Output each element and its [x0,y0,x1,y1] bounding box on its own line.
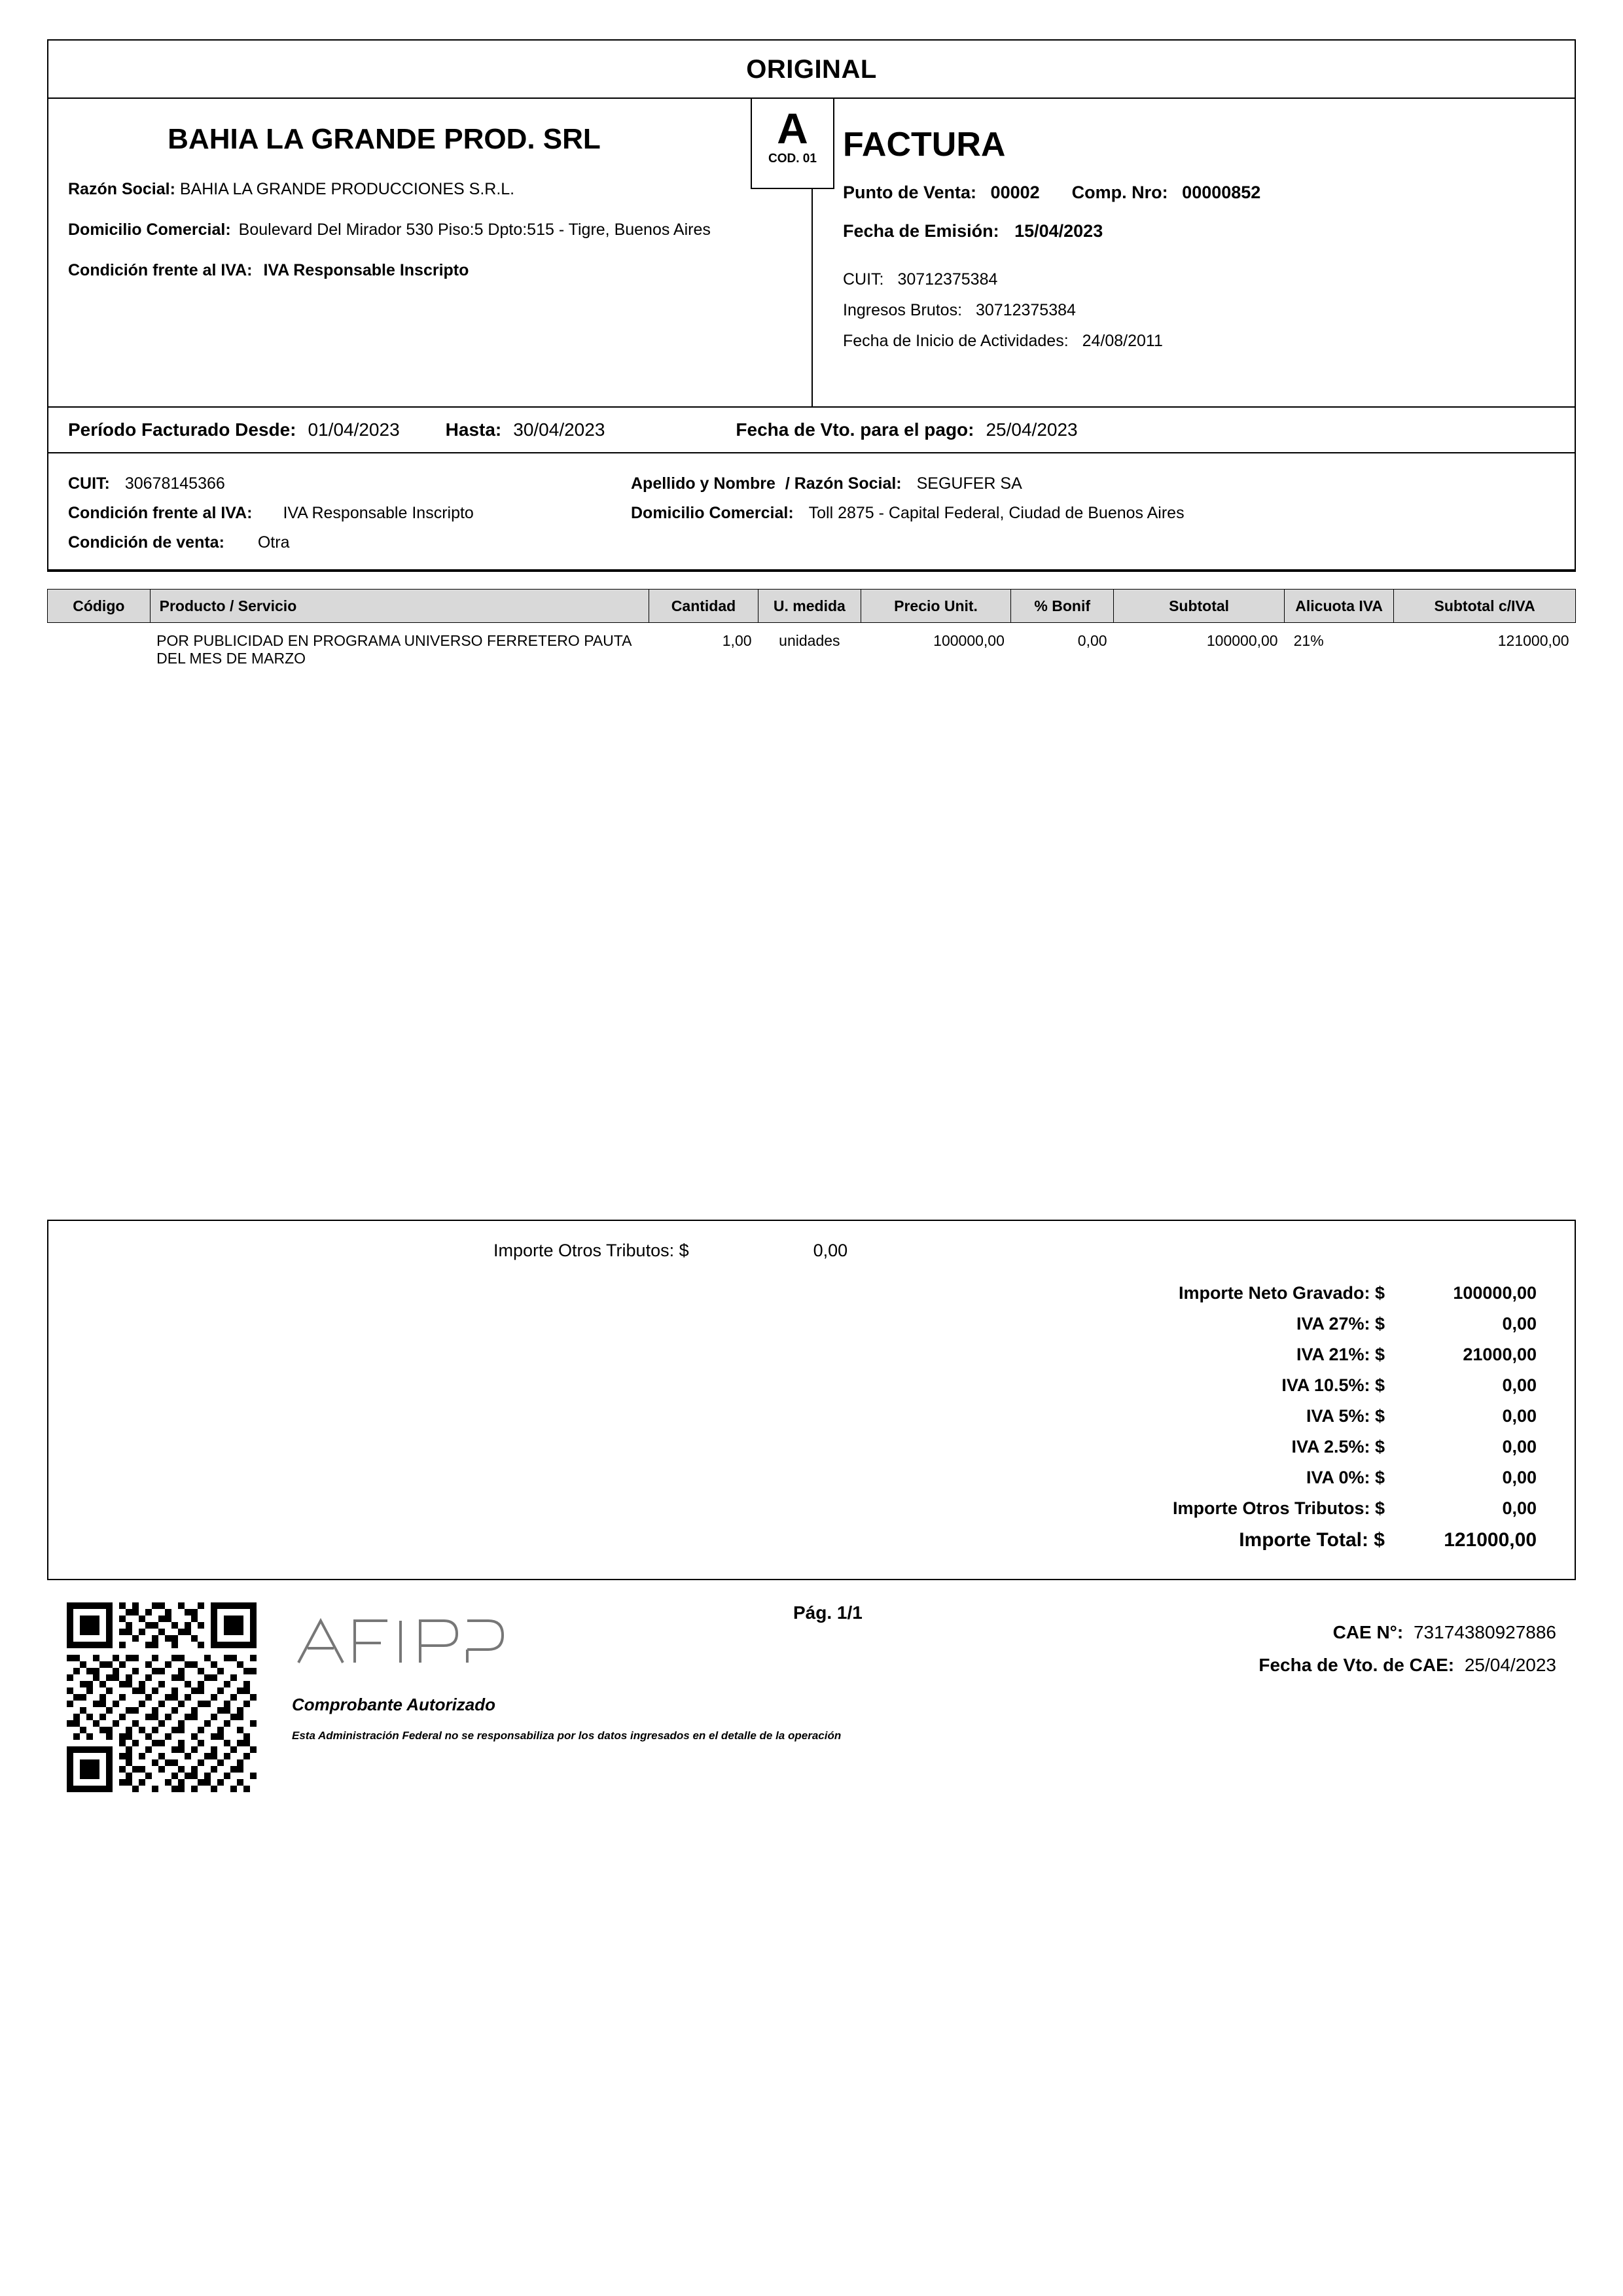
total-line-value: 0,00 [1502,1437,1537,1457]
fecha-emision-row [843,221,1555,241]
invoice-letter-code: COD. 01 [768,151,817,166]
invoice-meta-block [813,99,1575,406]
comp-nro-label: Comp. Nro: [1071,183,1168,202]
issuer-cuit-value: 30712375384 [897,270,998,289]
total-line-value: 21000,00 [1463,1345,1537,1365]
cell-producto: POR PUBLICIDAD EN PROGRAMA UNIVERSO FERRETERO PAUTA DEL MES DE MARZO [156,632,632,667]
periodo-hasta-value: 30/04/2023 [513,419,605,440]
total-line-label: IVA 21%: $ [1296,1345,1385,1365]
invoice-header [48,99,1575,408]
otros-tributos-top-label: Importe Otros Tributos: $ [493,1241,689,1261]
cae-number-label: CAE N°: [1332,1622,1404,1643]
afip-disclaimer-text: Esta Administración Federal no se responsabiliza por los datos ingresados en el detalle de la operación [292,1729,842,1742]
totals-box [47,1220,1576,1580]
cell-unidad: unidades [779,632,840,650]
invoice-letter: A [777,104,808,152]
total-amount-row [75,1529,1548,1551]
comp-nro-value: 00000852 [1182,183,1261,202]
inicio-actividades-value: 24/08/2011 [1082,332,1163,350]
header-codigo: Código [48,590,151,623]
receiver-cuit-label: CUIT: [68,474,110,493]
header-bonif: % Bonif [1011,590,1114,623]
receiver-domicilio-label: Domicilio Comercial: [631,504,794,522]
header-subtotal: Subtotal [1114,590,1285,623]
total-line-value: 0,00 [1502,1498,1537,1519]
cell-alicuota-iva: 21% [1293,632,1324,650]
header-producto: Producto / Servicio [150,590,649,623]
punto-venta-row [843,183,1555,203]
receiver-condicion-iva [68,504,631,523]
total-line-label: Importe Otros Tributos: $ [1172,1498,1385,1519]
qr-code [67,1602,257,1792]
issuer-domicilio-label: Domicilio Comercial: [68,221,231,239]
page-number-label: Pág. 1/1 [793,1602,863,1623]
receiver-condicion-venta-label: Condición de venta: [68,533,224,552]
cae-block [1258,1622,1556,1687]
receiver-name-label: Apellido y Nombre [631,474,776,493]
inicio-actividades-label: Fecha de Inicio de Actividades: [843,332,1069,350]
issuer-block [48,99,813,406]
issuer-condicion-iva-value: IVA Responsable Inscripto [263,261,469,280]
cell-precio-unit: 100000,00 [933,632,1005,650]
total-line-label: IVA 0%: $ [1306,1468,1385,1488]
receiver-domicilio-value: Toll 2875 - Capital Federal, Ciudad de Buenos Aires [808,504,1185,522]
periodo-desde-value: 01/04/2023 [308,419,400,440]
cae-vto-row [1258,1655,1556,1676]
invoice-footer [47,1602,1576,1792]
ingresos-brutos-label: Ingresos Brutos: [843,301,963,319]
receiver-row-3 [68,533,1555,552]
total-line [75,1345,1548,1365]
total-line-label: IVA 5%: $ [1306,1406,1385,1426]
billing-period-bar [48,408,1575,453]
otros-tributos-top-row [75,1241,1548,1261]
cae-number-value: 73174380927886 [1413,1622,1556,1643]
total-line-value: 0,00 [1502,1375,1537,1396]
cell-codigo [48,623,151,677]
vto-pago [736,419,1077,440]
cae-vto-value: 25/04/2023 [1464,1655,1556,1676]
copy-type-label: ORIGINAL [48,41,1575,99]
total-line-label: Importe Neto Gravado: $ [1178,1283,1385,1303]
total-line [75,1283,1548,1303]
periodo-hasta-label: Hasta: [445,419,502,440]
cell-cantidad: 1,00 [722,632,752,650]
cell-subtotal-civa: 121000,00 [1497,632,1569,650]
cell-bonif: 0,00 [1077,632,1107,650]
issuer-razon-social-label: Razón Social: [68,179,175,198]
punto-venta-value: 00002 [990,183,1040,202]
invoice-sheet [47,39,1576,572]
items-table [47,589,1576,677]
total-amount-value: 121000,00 [1444,1529,1537,1551]
receiver-domicilio [631,504,1555,523]
vto-pago-label: Fecha de Vto. para el pago: [736,419,974,440]
fecha-emision-value: 15/04/2023 [1014,221,1103,241]
header-alicuota-iva: Alicuota IVA [1285,590,1394,623]
issuer-condicion-iva-row [68,258,792,282]
receiver-name [631,474,1555,493]
total-line-value: 100000,00 [1453,1283,1537,1303]
cell-subtotal: 100000,00 [1206,632,1278,650]
receiver-block [48,453,1575,571]
receiver-name-value: SEGUFER SA [916,474,1022,493]
ingresos-brutos-value: 30712375384 [975,301,1076,319]
receiver-condicion-venta [68,533,631,552]
receiver-condicion-iva-value: IVA Responsable Inscripto [283,504,474,522]
receiver-row-2 [68,504,1555,523]
total-line-value: 0,00 [1502,1468,1537,1488]
issuer-domicilio-row [68,218,792,241]
total-line-value: 0,00 [1502,1314,1537,1334]
document-type-title: FACTURA [843,126,1006,164]
receiver-cuit [68,474,631,493]
issuer-razon-social-value: BAHIA LA GRANDE PRODUCCIONES S.R.L. [179,179,515,198]
periodo-desde [68,419,400,440]
total-line-value: 0,00 [1502,1406,1537,1426]
issuer-razon-social-row [68,177,792,201]
total-line [75,1468,1548,1488]
receiver-cuit-value: 30678145366 [124,474,225,493]
table-row [48,623,1576,677]
issuer-cuit-label: CUIT: [843,270,884,289]
fecha-emision-label: Fecha de Emisión: [843,221,999,241]
otros-tributos-top-value: 0,00 [813,1241,848,1261]
periodo-hasta [446,419,605,440]
total-line [75,1437,1548,1457]
cae-vto-label: Fecha de Vto. de CAE: [1258,1655,1455,1676]
receiver-condicion-iva-label: Condición frente al IVA: [68,504,253,522]
total-line [75,1314,1548,1334]
invoice-letter-box [751,97,834,189]
comprobante-autorizado-text: Comprobante Autorizado [292,1695,496,1715]
cae-number-row [1258,1622,1556,1643]
header-precio-unit: Precio Unit. [861,590,1011,623]
issuer-display-name: BAHIA LA GRANDE PROD. SRL [168,123,601,155]
receiver-condicion-venta-value: Otra [257,533,290,552]
issuer-domicilio-value: Boulevard Del Mirador 530 Piso:5 Dpto:515 - Tigre, Buenos Aires [238,221,711,239]
header-unidad: U. medida [758,590,861,623]
issuer-condicion-iva-label: Condición frente al IVA: [68,261,253,280]
total-amount-label: Importe Total: $ [1239,1529,1385,1551]
punto-venta-label: Punto de Venta: [843,183,977,202]
receiver-name-label-rest: / Razón Social: [785,474,902,493]
header-cantidad: Cantidad [649,590,758,623]
issuer-cuit-row [843,270,1555,289]
header-subtotal-civa: Subtotal c/IVA [1394,590,1576,623]
total-line-label: IVA 27%: $ [1296,1314,1385,1334]
vto-pago-value: 25/04/2023 [986,419,1078,440]
receiver-row-1 [68,474,1555,493]
total-line-label: IVA 10.5%: $ [1281,1375,1385,1396]
afip-logo-icon [292,1609,527,1674]
total-line [75,1375,1548,1396]
ingresos-brutos-row [843,301,1555,320]
total-line [75,1406,1548,1426]
periodo-desde-label: Período Facturado Desde: [68,419,296,440]
total-line-label: IVA 2.5%: $ [1291,1437,1385,1457]
total-line [75,1498,1548,1519]
totals-list [75,1283,1548,1551]
inicio-actividades-row [843,332,1555,351]
items-header-row [48,590,1576,623]
